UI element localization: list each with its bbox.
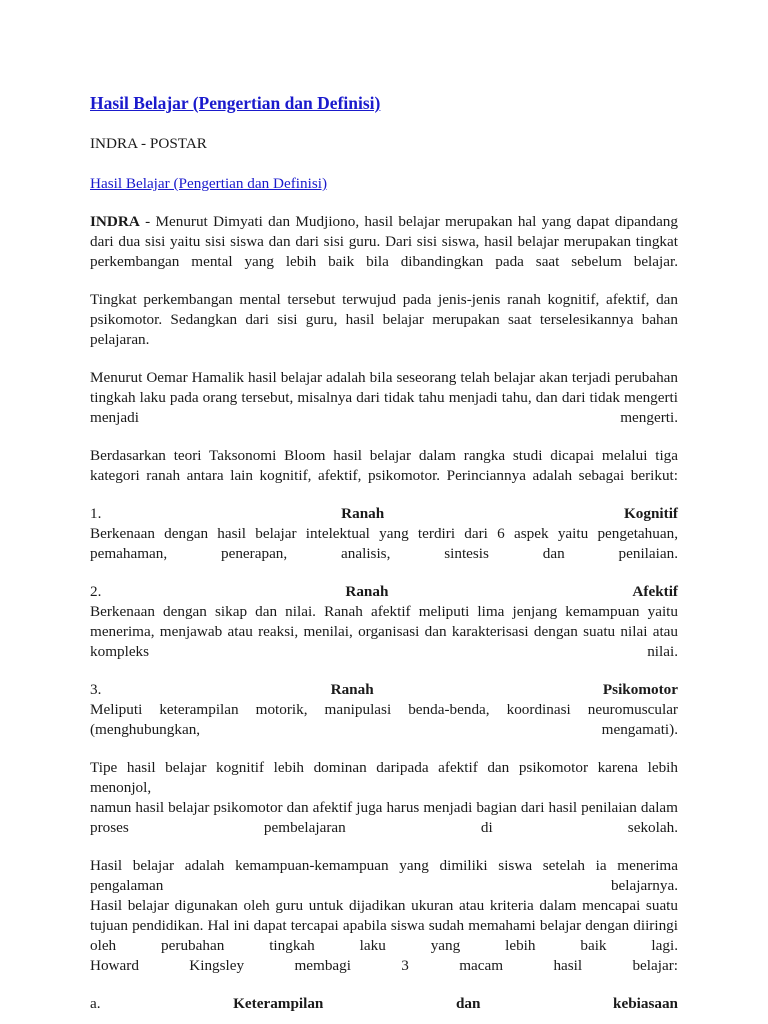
intro-line-1: - Menurut Dimyati dan Mudjiono, hasil belajar merupakan hal yang dapat dipandang	[139, 213, 678, 230]
article-link[interactable]: Hasil Belajar (Pengertian dan Definisi)	[90, 175, 328, 192]
para2-line-1: Tingkat perkembangan mental tersebut terwujud pada jenis-jenis ranah kognitif, afektif, dan	[90, 291, 678, 308]
ranah-name-3: Psikomotor	[602, 681, 678, 698]
document-title[interactable]: Hasil Belajar (Pengertian dan Definisi)	[90, 93, 381, 113]
ranah-name-2: Afektif	[632, 583, 678, 600]
author-line: INDRA - POSTAR	[90, 135, 207, 152]
ranah-number-3: 3.	[90, 681, 102, 698]
para2-line-2: psikomotor. Sedangkan dari sisi guru, hasil belajar merupakan saat terselesikannya bahan	[90, 311, 678, 328]
ranah-word-3: Ranah	[330, 681, 374, 698]
paragraph-3	[90, 368, 678, 428]
item-a-word-3: kebiasaan	[613, 995, 678, 1012]
ranah-3-last-line	[90, 720, 678, 740]
document-page	[90, 92, 678, 1014]
para6-line-4: tujuan pendidikan. Hal ini dapat tercapai apabila siswa sudah memahami belajar dengan diiringi	[90, 917, 678, 934]
ranah-2-last-line	[90, 642, 678, 662]
para3-line-1: Menurut Oemar Hamalik hasil belajar adalah bila seseorang telah belajar akan terjadi perubahan	[90, 369, 678, 386]
intro-bold-name: INDRA	[90, 213, 140, 230]
ranah-heading-3	[90, 680, 678, 700]
ranah-2-last-right: nilai.	[647, 643, 678, 660]
para5-line-3: proses pembelajaran di sekolah.	[90, 819, 678, 836]
ranah-3-last-left: (menghubungkan,	[90, 721, 201, 738]
ranah-3-last-right: mengamati).	[601, 721, 678, 738]
ranah-heading-2	[90, 582, 678, 602]
para6-line-2-right: belajarnya.	[610, 877, 678, 894]
para6-line-3: Hasil belajar digunakan oleh guru untuk dijadikan ukuran atau kriteria dalam mencapai suatu	[90, 897, 678, 914]
item-a-label: a.	[90, 995, 101, 1012]
paragraph-4	[90, 446, 678, 486]
ranah-word-2: Ranah	[345, 583, 389, 600]
ranah-number-2: 2.	[90, 583, 102, 600]
para3-last-left: menjadi	[90, 409, 139, 426]
item-a-heading	[90, 994, 678, 1014]
para6-line-2-left: pengalaman	[90, 877, 164, 894]
para6-line-5: oleh perubahan tingkah laku yang lebih baik lagi.	[90, 937, 678, 954]
ranah-3-line-1: Meliputi keterampilan motorik, manipulasi benda-benda, koordinasi neuromuscular	[90, 701, 678, 718]
intro-line-2: dari dua sisi yaitu sisi siswa dan dari sisi guru. Dari sisi siswa, hasil belajar merupakan tingkat	[90, 233, 678, 250]
ranah-1-line-1: Berkenaan dengan hasil belajar intelektual yang terdiri dari 6 aspek yaitu pengetahuan,	[90, 525, 678, 542]
ranah-word-1: Ranah	[341, 505, 385, 522]
ranah-item-kognitif	[90, 504, 678, 564]
paragraph-5	[90, 758, 678, 838]
ranah-name-1: Kognitif	[623, 505, 678, 522]
ranah-heading-1	[90, 504, 678, 524]
ranah-2-line-1: Berkenaan dengan sikap dan nilai. Ranah afektif meliputi lima jenjang kemampuan yaitu	[90, 603, 678, 620]
ranah-2-last-left: kompleks	[90, 643, 150, 660]
intro-line-3: perkembangan mental yang lebih baik bila dibandingkan pada saat sebelum belajar.	[90, 253, 678, 270]
item-a-word-1: Keterampilan	[233, 995, 324, 1012]
para2-line-3: pelajaran.	[90, 331, 150, 348]
hasil-item-a	[90, 994, 678, 1014]
ranah-item-psikomotor	[90, 680, 678, 740]
para3-last-right: mengerti.	[620, 409, 678, 426]
para6-line-1: Hasil belajar adalah kemampuan-kemampuan yang dimiliki siswa setelah ia menerima	[90, 857, 678, 874]
ranah-1-line-2: pemahaman, penerapan, analisis, sintesis dan penilaian.	[90, 545, 678, 562]
para3-line-2: tingkah laku pada orang tersebut, misalnya dari tidak tahu menjadi tahu, dan dari tidak mengerti	[90, 389, 678, 406]
para5-line-1: Tipe hasil belajar kognitif lebih dominan daripada afektif dan psikomotor karena lebih menonjol,	[90, 759, 678, 796]
para4-line-2: kategori ranah antara lain kognitif, afektif, psikomotor. Perinciannya adalah sebagai berikut:	[90, 467, 678, 484]
ranah-2-line-2: menerima, menjawab atau reaksi, menilai, organisasi dan karakterisasi dengan suatu nilai atau	[90, 623, 678, 640]
para4-line-1: Berdasarkan teori Taksonomi Bloom hasil belajar dalam rangka studi dicapai melalui tiga	[90, 447, 678, 464]
item-a-word-2: dan	[455, 995, 481, 1012]
paragraph-2	[90, 290, 678, 350]
para5-line-2: namun hasil belajar psikomotor dan afektif juga harus menjadi bagian dari hasil penilaian dalam	[90, 799, 678, 816]
intro-paragraph	[90, 212, 678, 272]
ranah-number-1: 1.	[90, 505, 102, 522]
para6-line-2	[90, 876, 678, 896]
para3-last-line	[90, 408, 678, 428]
paragraph-6	[90, 856, 678, 976]
ranah-item-afektif	[90, 582, 678, 662]
para6-line-6: Howard Kingsley membagi 3 macam hasil belajar:	[90, 957, 678, 974]
